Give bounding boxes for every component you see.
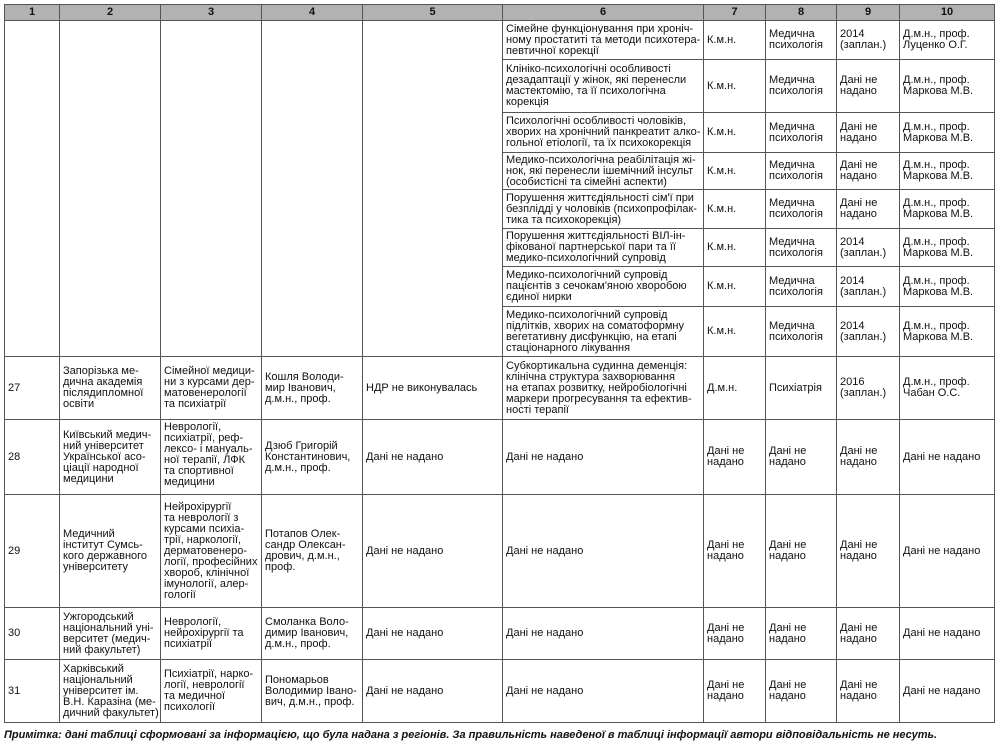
cell-specialty: Дані не надано	[766, 495, 837, 608]
cell-supervisor: Дані не надано	[900, 495, 995, 608]
col-header: 2	[60, 5, 161, 21]
cell-degree: Дані не надано	[704, 608, 766, 660]
cell-degree: К.м.н.	[704, 267, 766, 307]
cell-departments: Нейрохірургії та неврології з курсами психіа- трії, наркології, дерматовенеро- логії, професійних хвороб, клінічної імунології, алер- гології	[161, 495, 262, 608]
col-header: 6	[503, 5, 704, 21]
cell-specialty: Медична психологія	[766, 267, 837, 307]
cell-specialty: Медична психологія	[766, 113, 837, 153]
col-header: 3	[161, 5, 262, 21]
col-header: 5	[363, 5, 503, 21]
cell-head: Дзюб Григорій Константинович, д.м.н., проф.	[262, 420, 363, 495]
cell-departments	[161, 21, 262, 357]
cell-num	[5, 21, 60, 357]
cell-status: Дані не надано	[363, 660, 503, 723]
cell-supervisor: Дані не надано	[900, 420, 995, 495]
cell-term: 2014 (заплан.)	[837, 229, 900, 267]
cell-specialty: Дані не надано	[766, 420, 837, 495]
table-row	[5, 660, 995, 723]
cell-supervisor: Д.м.н., проф. Маркова М.В.	[900, 190, 995, 229]
cell-num: 27	[5, 357, 60, 420]
cell-term: 2016 (заплан.)	[837, 357, 900, 420]
cell-supervisor: Д.м.н., проф. Маркова М.В.	[900, 229, 995, 267]
cell-topic: Дані не надано	[503, 495, 704, 608]
cell-topic: Медико-психологічна реабілітація жі- нок, які перенесли ішемічний інсульт (особистісні та сімейні аспекти)	[503, 153, 704, 190]
cell-specialty: Психіатрія	[766, 357, 837, 420]
cell-degree: К.м.н.	[704, 60, 766, 113]
cell-topic: Сімейне функціонування при хроніч- ному простатиті та методи психотера- певтичної корекції	[503, 21, 704, 60]
cell-head: Кошля Володи- мир Іванович, д.м.н., проф.	[262, 357, 363, 420]
col-header: 10	[900, 5, 995, 21]
cell-degree: К.м.н.	[704, 113, 766, 153]
cell-topic: Дані не надано	[503, 420, 704, 495]
col-header: 7	[704, 5, 766, 21]
table-row	[5, 420, 995, 495]
cell-topic: Клініко-психологічні особливості дезадаптації у жінок, які перенесли мастектомію, та її психологічна корекція	[503, 60, 704, 113]
cell-specialty: Медична психологія	[766, 229, 837, 267]
cell-institution: Медичний інститут Сумсь- кого державного університету	[60, 495, 161, 608]
cell-specialty: Медична психологія	[766, 60, 837, 113]
cell-term: Дані не надано	[837, 608, 900, 660]
cell-head: Пономарьов Володимир Івано- вич, д.м.н., проф.	[262, 660, 363, 723]
header-row	[5, 5, 995, 21]
cell-supervisor: Д.м.н., проф. Маркова М.В.	[900, 153, 995, 190]
cell-term: 2014 (заплан.)	[837, 267, 900, 307]
cell-term: Дані не надано	[837, 60, 900, 113]
cell-institution: Харківський національний університет ім. В.Н. Каразіна (ме- дичний факультет)	[60, 660, 161, 723]
cell-topic: Дані не надано	[503, 608, 704, 660]
cell-topic: Психологічні особливості чоловіків, хворих на хронічний панкреатит алко- гольної етіології, та їх психокорекція	[503, 113, 704, 153]
table-row	[5, 357, 995, 420]
cell-degree: К.м.н.	[704, 21, 766, 60]
cell-departments: Неврології, психіатрії, реф- лексо- і мануаль- ної терапії, ЛФК та спортивної медицини	[161, 420, 262, 495]
cell-departments: Сімейної медици- ни з курсами дер- матовенерології та психіатрії	[161, 357, 262, 420]
cell-specialty: Дані не надано	[766, 608, 837, 660]
cell-num: 30	[5, 608, 60, 660]
cell-supervisor: Дані не надано	[900, 660, 995, 723]
cell-topic: Субкортикальна судинна деменція: клінічна структура захворювання на етапах розвитку, нейробіологічні маркери прогресування та ефектив- ності терапії	[503, 357, 704, 420]
cell-head: Потапов Олек- сандр Олексан- дрович, д.м.н., проф.	[262, 495, 363, 608]
cell-specialty: Медична психологія	[766, 21, 837, 60]
cell-term: Дані не надано	[837, 190, 900, 229]
cell-topic: Дані не надано	[503, 660, 704, 723]
cell-supervisor: Д.м.н., проф. Маркова М.В.	[900, 113, 995, 153]
table-row	[5, 21, 995, 60]
cell-status	[363, 21, 503, 357]
cell-degree: К.м.н.	[704, 307, 766, 357]
col-header: 4	[262, 5, 363, 21]
cell-term: Дані не надано	[837, 153, 900, 190]
cell-status: НДР не виконувалась	[363, 357, 503, 420]
cell-num: 29	[5, 495, 60, 608]
cell-degree: К.м.н.	[704, 229, 766, 267]
table-footnote: Примітка: дані таблиці сформовані за інформацією, що була надана з регіонів. За правильність наведеної в таблиці інформації автори відповідальність не несуть.	[4, 729, 938, 741]
cell-supervisor: Д.м.н., проф. Луценко О.Г.	[900, 21, 995, 60]
cell-institution: Київський медич- ний університет Української асо- ціації народної медицини	[60, 420, 161, 495]
cell-topic: Медико-психологічний супровід пацієнтів з сечокам'яною хворобою єдиної нирки	[503, 267, 704, 307]
cell-specialty: Медична психологія	[766, 190, 837, 229]
cell-supervisor: Д.м.н., проф. Чабан О.С.	[900, 357, 995, 420]
cell-term: Дані не надано	[837, 113, 900, 153]
cell-specialty: Медична психологія	[766, 153, 837, 190]
cell-topic: Порушення життєдіяльності ВІЛ-ін- фікованої партнерської пари та її медико-психологічний супровід	[503, 229, 704, 267]
cell-num: 31	[5, 660, 60, 723]
cell-head	[262, 21, 363, 357]
cell-head: Смоланка Воло- димир Іванович, д.м.н., проф.	[262, 608, 363, 660]
cell-term: Дані не надано	[837, 420, 900, 495]
col-header: 9	[837, 5, 900, 21]
cell-topic: Порушення життєдіяльності сім'ї при безплідді у чоловіків (психопрофілак- тика та психокорекція)	[503, 190, 704, 229]
cell-status: Дані не надано	[363, 495, 503, 608]
cell-status: Дані не надано	[363, 420, 503, 495]
cell-term: 2014 (заплан.)	[837, 21, 900, 60]
cell-degree: Дані не надано	[704, 420, 766, 495]
cell-specialty: Медична психологія	[766, 307, 837, 357]
cell-degree: Дані не надано	[704, 660, 766, 723]
data-table	[4, 4, 995, 723]
cell-degree: Дані не надано	[704, 495, 766, 608]
cell-status: Дані не надано	[363, 608, 503, 660]
table-row	[5, 608, 995, 660]
cell-degree: К.м.н.	[704, 153, 766, 190]
cell-institution: Запорізька ме- дична академія післядипломної освіти	[60, 357, 161, 420]
cell-term: 2014 (заплан.)	[837, 307, 900, 357]
cell-topic: Медико-психологічний супровід підлітків, хворих на соматоформну вегетативну дисфункцію, на етапі стаціонарного лікування	[503, 307, 704, 357]
cell-term: Дані не надано	[837, 495, 900, 608]
cell-institution: Ужгородський національний уні- верситет (медич- ний факультет)	[60, 608, 161, 660]
cell-degree: Д.м.н.	[704, 357, 766, 420]
cell-supervisor: Дані не надано	[900, 608, 995, 660]
col-header: 1	[5, 5, 60, 21]
cell-institution	[60, 21, 161, 357]
cell-departments: Неврології, нейрохірургії та психіатрії	[161, 608, 262, 660]
col-header: 8	[766, 5, 837, 21]
cell-supervisor: Д.м.н., проф. Маркова М.В.	[900, 60, 995, 113]
cell-term: Дані не надано	[837, 660, 900, 723]
cell-num: 28	[5, 420, 60, 495]
table-row	[5, 495, 995, 608]
cell-supervisor: Д.м.н., проф. Маркова М.В.	[900, 307, 995, 357]
cell-specialty: Дані не надано	[766, 660, 837, 723]
cell-degree: К.м.н.	[704, 190, 766, 229]
cell-supervisor: Д.м.н., проф. Маркова М.В.	[900, 267, 995, 307]
cell-departments: Психіатрії, нарко- логії, неврології та медичної психології	[161, 660, 262, 723]
